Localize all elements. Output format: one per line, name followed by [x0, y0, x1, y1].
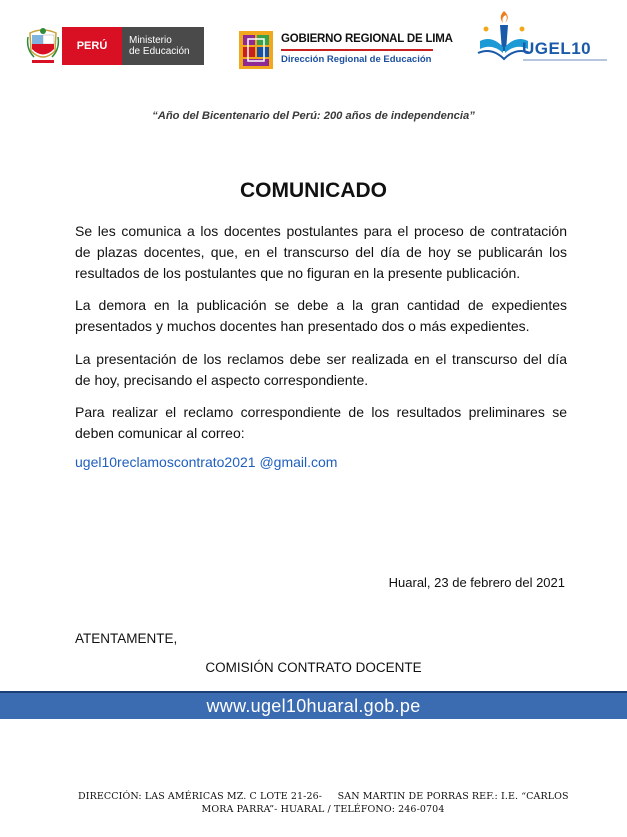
- ugel-name: UGEL10: [522, 39, 592, 58]
- contact-email-link[interactable]: ugel10reclamoscontrato2021 @gmail.com: [75, 454, 338, 470]
- document-title: COMUNICADO: [240, 179, 387, 202]
- year-motto: “Año del Bicentenario del Perú: 200 años de independencia”: [152, 110, 475, 122]
- website-link[interactable]: www.ugel10huaral.gob.pe: [206, 696, 421, 716]
- paragraph-claims: [75, 349, 567, 391]
- paragraph-line: de hoy, precisando el aspecto correspondiente.: [75, 372, 369, 388]
- website-band: [0, 691, 627, 719]
- peru-label: PERÚ: [76, 40, 108, 52]
- ugel10-logo: [476, 7, 610, 65]
- closing-salutation: ATENTAMENTE,: [75, 631, 178, 646]
- paragraph-line: resultados de los postulantes que no figuran en la presente publicación.: [75, 265, 521, 281]
- paragraph-line: deben comunicar al correo:: [75, 425, 245, 441]
- signature-committee: COMISIÓN CONTRATO DOCENTE: [205, 660, 422, 675]
- address-line-1: DIRECCIÓN: LAS AMÉRICAS MZ. C LOTE 21-26- SAN MARTIN DE PORRAS REF.: I.E. “CARLOS: [78, 791, 569, 802]
- ministry-line-1: Ministerio: [129, 35, 172, 46]
- ministry-label-box: [122, 27, 204, 65]
- peru-coat-of-arms-icon: [26, 27, 60, 65]
- paragraph-announcement: [75, 221, 567, 284]
- ugel-tagline-rule: [523, 59, 607, 61]
- minedu-logo: [26, 27, 204, 65]
- peru-label-box: [62, 27, 122, 65]
- paragraph-line: La demora en la publicación se debe a la gran cantidad de expedientes: [75, 297, 567, 313]
- document-date: Huaral, 23 de febrero del 2021: [388, 575, 565, 590]
- paragraph-line: presentados y muchos docentes han presentado dos o más expedientes.: [75, 318, 530, 334]
- paragraph-line: La presentación de los reclamos debe ser realizada en el transcurso del día: [75, 351, 567, 367]
- paragraph-delay-reason: [75, 295, 567, 337]
- gore-divider: [281, 49, 433, 51]
- regional-emblem-icon: [237, 29, 275, 71]
- paragraph-line: Se les comunica a los docentes postulantes para el proceso de contratación: [75, 223, 567, 239]
- ministry-line-2: de Educación: [129, 46, 190, 57]
- address-line-2: MORA PARRA”- HUARAL / TELÉFONO: 246-0704: [201, 804, 445, 815]
- paragraph-line: Para realizar el reclamo correspondiente de los resultados preliminares se: [75, 404, 567, 420]
- gore-subtitle: Dirección Regional de Educación: [281, 54, 432, 65]
- paragraph-line: de plazas docentes, que, en el transcurso del día de hoy se publicarán los: [75, 244, 567, 260]
- footer-address: [78, 790, 568, 816]
- paragraph-contact: [75, 402, 567, 444]
- gobierno-regional-logo: [237, 29, 453, 71]
- gore-title: GOBIERNO REGIONAL DE LIMA: [281, 33, 453, 45]
